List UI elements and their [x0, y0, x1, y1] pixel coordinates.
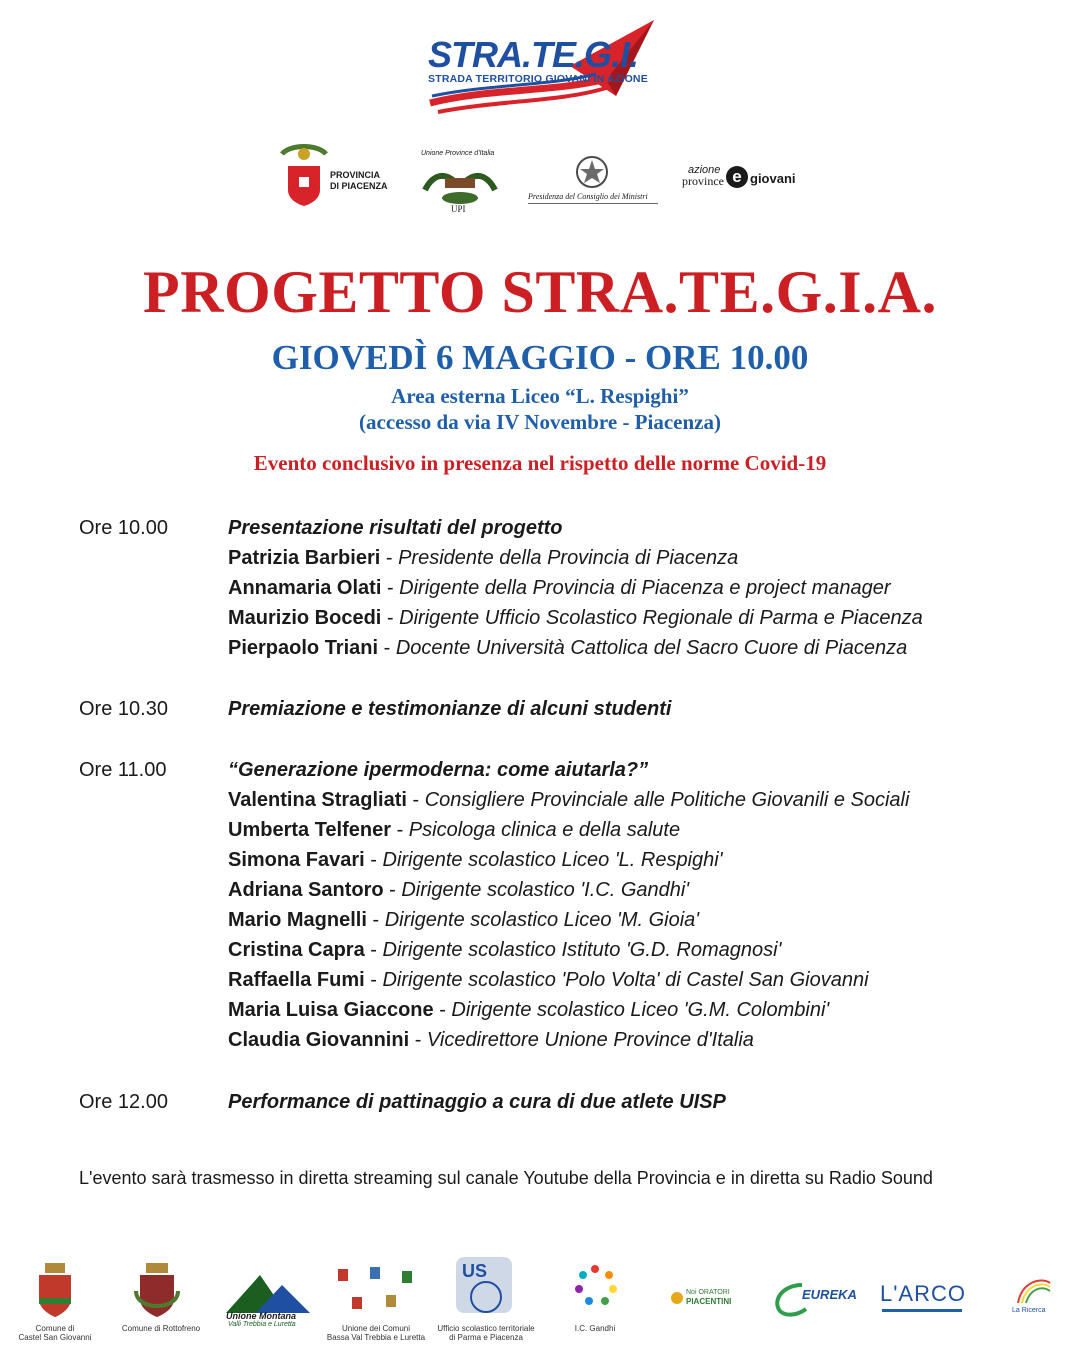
speaker-line — [228, 999, 829, 1022]
eureka-logo — [772, 1255, 857, 1345]
speaker-role: Docente Università Cattolica del Sacro Cuore di Piacenza — [395, 637, 908, 659]
event-date: GIOVEDÌ 6 MAGGIO - ORE 10.00 — [271, 338, 809, 377]
slot-topic: Premiazione e testimonianze di alcuni studenti — [228, 698, 672, 720]
mountains-icon — [226, 1269, 310, 1315]
upi-logo — [415, 140, 510, 220]
giovani-word: giovani — [750, 171, 796, 186]
globe-icon — [470, 1281, 502, 1313]
italian-emblem-icon — [572, 152, 612, 192]
speaker-line — [228, 607, 923, 630]
page-title: PROGETTO STRA.TE.G.I.A. — [143, 259, 937, 325]
speaker-role: Dirigente scolastico Liceo 'M. Gioia' — [384, 909, 700, 931]
speaker-line — [228, 1029, 754, 1052]
event-venue: Area esterna Liceo “L. Respighi” — [391, 384, 689, 408]
upi-laurel-icon — [415, 160, 505, 210]
speaker-line — [228, 819, 680, 842]
slot-topic: Performance di pattinaggio a cura di due atlete UISP — [228, 1091, 726, 1113]
separator: - — [406, 789, 425, 811]
speaker-role: Dirigente scolastico 'I.C. Gandhi' — [401, 879, 690, 901]
crests-cluster-icon — [334, 1265, 418, 1325]
streaming-note: L'evento sarà trasmesso in diretta streaming sul canale Youtube della Provincia e in diretta su Radio Sound — [79, 1168, 933, 1188]
speaker-role: Dirigente Ufficio Scolastico Regionale di Parma e Piacenza — [399, 607, 923, 629]
speaker-role: Dirigente scolastico 'Polo Volta' di Castel San Giovanni — [382, 969, 869, 991]
gandhi-caption: I.C. Gandhi — [574, 1324, 616, 1333]
unione-montana-subtext: Valli Trebbia e Luretta — [228, 1321, 296, 1328]
people-circle-icon — [573, 1263, 617, 1307]
la-ricerca-text: La Ricerca — [1012, 1307, 1046, 1314]
separator: - — [383, 879, 402, 901]
speaker-line — [228, 789, 909, 812]
slot-time: Ore 12.00 — [79, 1091, 168, 1113]
provincia-crest-icon — [274, 144, 334, 210]
speaker-name: Maria Luisa Giaccone — [228, 999, 434, 1021]
speaker-name: Umberta Telfener — [228, 819, 392, 841]
speaker-name: Claudia Giovannini — [228, 1029, 410, 1051]
provincia-line1: PROVINCIA — [330, 170, 381, 180]
speaker-role: Psicologa clinica e della salute — [408, 819, 681, 841]
separator: - — [381, 607, 400, 629]
logo-subtitle: STRADA TERRITORIO GIOVANI IN AZIONE — [428, 73, 648, 85]
unione-comuni-caption: Unione dei Comuni Bassa Val Trebbia e Luretta — [326, 1324, 426, 1342]
rainbow-icon — [1014, 1275, 1054, 1305]
azione-province-giovani-logo — [680, 140, 810, 220]
presidenza-underline — [528, 203, 658, 204]
separator: - — [391, 819, 409, 841]
presidenza-logo — [526, 140, 661, 220]
speaker-line — [228, 879, 689, 902]
speaker-name: Cristina Capra — [228, 939, 365, 961]
arco-logo — [878, 1255, 966, 1345]
event-note: Evento conclusivo in presenza nel rispetto delle norme Covid-19 — [253, 451, 827, 475]
speaker-line — [228, 969, 869, 992]
presidenza-text: Presidenza del Consiglio dei Ministri — [528, 192, 648, 201]
speaker-line — [228, 577, 891, 600]
provincia-line2: DI PIACENZA — [330, 181, 388, 191]
town-crest-icon — [134, 1261, 180, 1321]
oratori-subtext: PIACENTINI — [686, 1297, 732, 1306]
eureka-text: EUREKA — [802, 1287, 857, 1302]
upi-top-text: Unione Province d'Italia — [421, 150, 495, 157]
speaker-role: Consigliere Provinciale alle Politiche Giovanili e Sociali — [424, 789, 910, 811]
speaker-role: Dirigente della Provincia di Piacenza e project manager — [399, 577, 891, 599]
e-circle-icon: e — [726, 166, 748, 188]
separator: - — [433, 999, 452, 1021]
speaker-role: Vicedirettore Unione Province d'Italia — [426, 1029, 754, 1051]
speaker-name: Simona Favari — [228, 849, 365, 871]
speaker-name: Pierpaolo Triani — [228, 637, 379, 659]
separator: - — [409, 1029, 427, 1051]
separator: - — [364, 939, 383, 961]
rottofreno-caption: Comune di Rottofreno — [121, 1324, 201, 1333]
separator: - — [364, 969, 383, 991]
speaker-role: Dirigente scolastico Liceo 'G.M. Colombini' — [451, 999, 830, 1021]
speaker-role: Dirigente scolastico Istituto 'G.D. Romagnosi' — [382, 939, 782, 961]
la-ricerca-logo — [1008, 1255, 1058, 1345]
sun-icon — [670, 1291, 684, 1305]
speaker-line — [228, 849, 723, 872]
speaker-name: Maurizio Bocedi — [228, 607, 382, 629]
speaker-name: Mario Magnelli — [228, 909, 367, 931]
usr-caption: Ufficio scolastico territoriale di Parma e Piacenza — [437, 1324, 535, 1342]
speaker-role: Dirigente scolastico Liceo 'L. Respighi' — [382, 849, 723, 871]
strategi-logo — [420, 18, 660, 118]
separator: - — [364, 849, 383, 871]
separator: - — [366, 909, 385, 931]
event-access: (accesso da via IV Novembre - Piacenza) — [359, 410, 721, 434]
arco-underline — [882, 1309, 962, 1312]
oratori-logo — [668, 1255, 740, 1345]
slot-time: Ore 10.00 — [79, 517, 168, 539]
speaker-line — [228, 939, 781, 962]
speaker-name: Adriana Santoro — [228, 879, 384, 901]
unione-montana-text: Unione Montana — [226, 1311, 296, 1321]
speaker-line — [228, 637, 907, 660]
speaker-line — [228, 909, 699, 932]
upi-label: UPI — [451, 204, 466, 214]
usr-badge — [456, 1257, 512, 1313]
usr-mark: US — [462, 1261, 488, 1281]
speaker-name: Patrizia Barbieri — [228, 547, 381, 569]
arco-text: L'ARCO — [880, 1281, 966, 1306]
speaker-line — [228, 547, 738, 570]
slot-topic: “Generazione ipermoderna: come aiutarla?” — [228, 759, 649, 781]
separator: - — [378, 637, 396, 659]
azione-word: azione — [688, 164, 721, 176]
speaker-name: Annamaria Olati — [228, 577, 382, 599]
separator: - — [380, 547, 399, 569]
province-word: province — [682, 174, 724, 188]
provincia-piacenza-logo — [272, 140, 392, 220]
slot-time: Ore 10.30 — [79, 698, 168, 720]
unione-montana-logo — [226, 1255, 312, 1345]
castel-san-giovanni-caption: Comune di Castel San Giovanni — [18, 1324, 92, 1342]
town-crest-icon — [35, 1261, 75, 1321]
speaker-role: Presidente della Provincia di Piacenza — [398, 547, 739, 569]
oratori-text: Noi ORATORI — [686, 1289, 730, 1296]
speaker-name: Raffaella Fumi — [228, 969, 365, 991]
speaker-name: Valentina Stragliati — [228, 789, 407, 811]
slot-topic: Presentazione risultati del progetto — [228, 517, 563, 539]
slot-time: Ore 11.00 — [79, 759, 167, 781]
separator: - — [381, 577, 400, 599]
logo-title: STRA.TE.G.I. — [428, 34, 639, 75]
